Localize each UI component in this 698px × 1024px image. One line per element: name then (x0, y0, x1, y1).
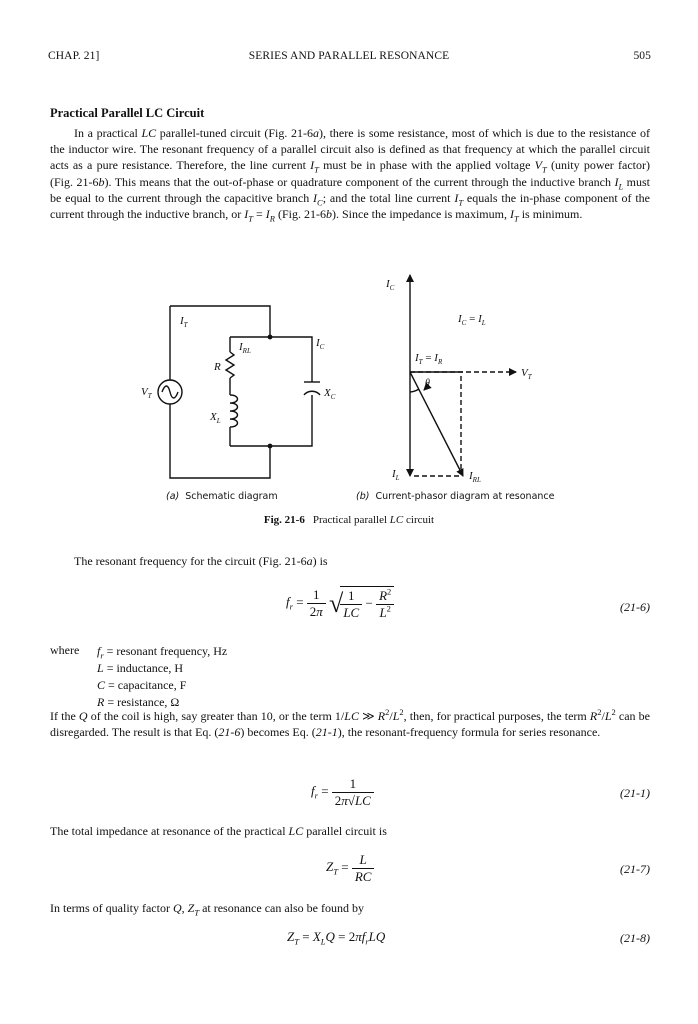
label-ic-phasor: $I_C$ (386, 278, 395, 292)
label-irl: $I_{RL}$ (239, 341, 251, 355)
section-title: Practical Parallel LC Circuit (50, 106, 205, 120)
phasor-diagram (410, 275, 516, 476)
where-item-l: L = inductance, H (97, 661, 184, 675)
label-vt-phasor: $V_T$ (521, 367, 532, 381)
label-it-equals-ir: $I_T = I_R$ (415, 352, 443, 366)
where-label: where (50, 643, 80, 657)
label-r: R (214, 361, 221, 373)
paragraph-high-q: If the Q of the coil is high, say greater than 10, or the term 1/LC ≫ $R^2/L^2$, then, for practical purposes, the term $R^2/L^2$ can be disregarded. The result is that Eq. (21-6) becomes Eq. (21-1), the resonant-frequency formula for series resonance. (50, 707, 650, 740)
figure-caption-a: (a) Schematic diagram (166, 491, 278, 502)
junction-top (268, 335, 273, 340)
header-title: SERIES AND PARALLEL RESONANCE (248, 50, 450, 62)
paragraph-resonant-frequency: The resonant frequency for the circuit (Fig. 21-6a) is (74, 554, 328, 568)
paragraph-total-impedance: The total impedance at resonance of the practical LC parallel circuit is (50, 824, 387, 838)
where-item-fr: $f_r$ = resonant frequency, Hz (97, 644, 228, 661)
where-item-r: R = resistance, Ω (97, 695, 180, 709)
equation-21-8: $Z_T = X_LQ = 2\pi f_rLQ$ (287, 929, 386, 947)
equation-number-21-8: (21-8) (620, 931, 650, 945)
equation-number-21-1: (21-1) (620, 786, 650, 800)
paragraph-quality-factor: In terms of quality factor Q, $Z_T$ at resonance can also be found by (50, 901, 364, 918)
junction-bottom (268, 444, 273, 449)
equation-21-6: $f_r$ = $\frac{1}{2\pi}$ √ $\frac{1}{LC}$ − $\frac{R^2}{L^2}$ (286, 586, 394, 621)
figure-caption-text: Practical parallel LC circuit (312, 514, 435, 526)
equation-21-7: $Z_T$ = $\frac{L}{RC}$ (326, 852, 374, 885)
figure-caption-b: (b) Current-phasor diagram at resonance (356, 491, 555, 502)
header-chapter: CHAP. 21] (48, 50, 100, 62)
equation-number-21-7: (21-7) (620, 862, 650, 876)
angle-arc (410, 389, 419, 392)
schematic-wires (158, 306, 320, 478)
label-it: $I_T$ (180, 315, 188, 329)
paragraph-intro: In a practical LC parallel-tuned circuit (Fig. 21-6a), there is some resistance, most of which is due to the resistance of the inductor wire. The resonant frequency of a parallel circuit also is defined as that frequency at which the parallel circuit acts as a pure resistance. Therefore, the line current $I_T$ must be in phase with the applied voltage $V_T$ (unity power factor) (Fig. 21-6b). This means that the out-of-phase or quadrature component of the current through the inductive branch $I_L$ must be equal to the current through the capacitive branch $I_C$; and the total line current $I_T$ equals the in-phase component of the current through the inductive branch, or $I_T = I_R$ (Fig. 21-6b). Since the impedance is maximum, $I_T$ is minimum. (50, 126, 651, 224)
figure-caption (0, 514, 698, 526)
label-xc: $X_C$ (324, 387, 336, 401)
equation-21-1: $f_r$ = $\frac{1}{2\pi√LC}$ (311, 776, 374, 809)
figure-21-6 (140, 262, 570, 490)
phasor-irl (410, 372, 463, 476)
where-list (97, 643, 227, 711)
label-theta: θ (425, 378, 430, 389)
equation-number-21-6: (21-6) (620, 600, 650, 614)
label-ic: $I_C$ (316, 337, 325, 351)
label-xl: $X_L$ (210, 411, 221, 425)
header-page-number: 505 (633, 50, 651, 62)
where-item-c: C = capacitance, F (97, 678, 187, 692)
label-vt: $V_T$ (141, 386, 152, 400)
label-il-phasor: $I_L$ (392, 468, 400, 482)
label-irl-phasor: $I_{RL}$ (469, 470, 481, 484)
label-ic-equals-il: $I_C = I_L$ (458, 313, 486, 327)
figure-caption-label: Fig. 21-6 (263, 514, 305, 526)
